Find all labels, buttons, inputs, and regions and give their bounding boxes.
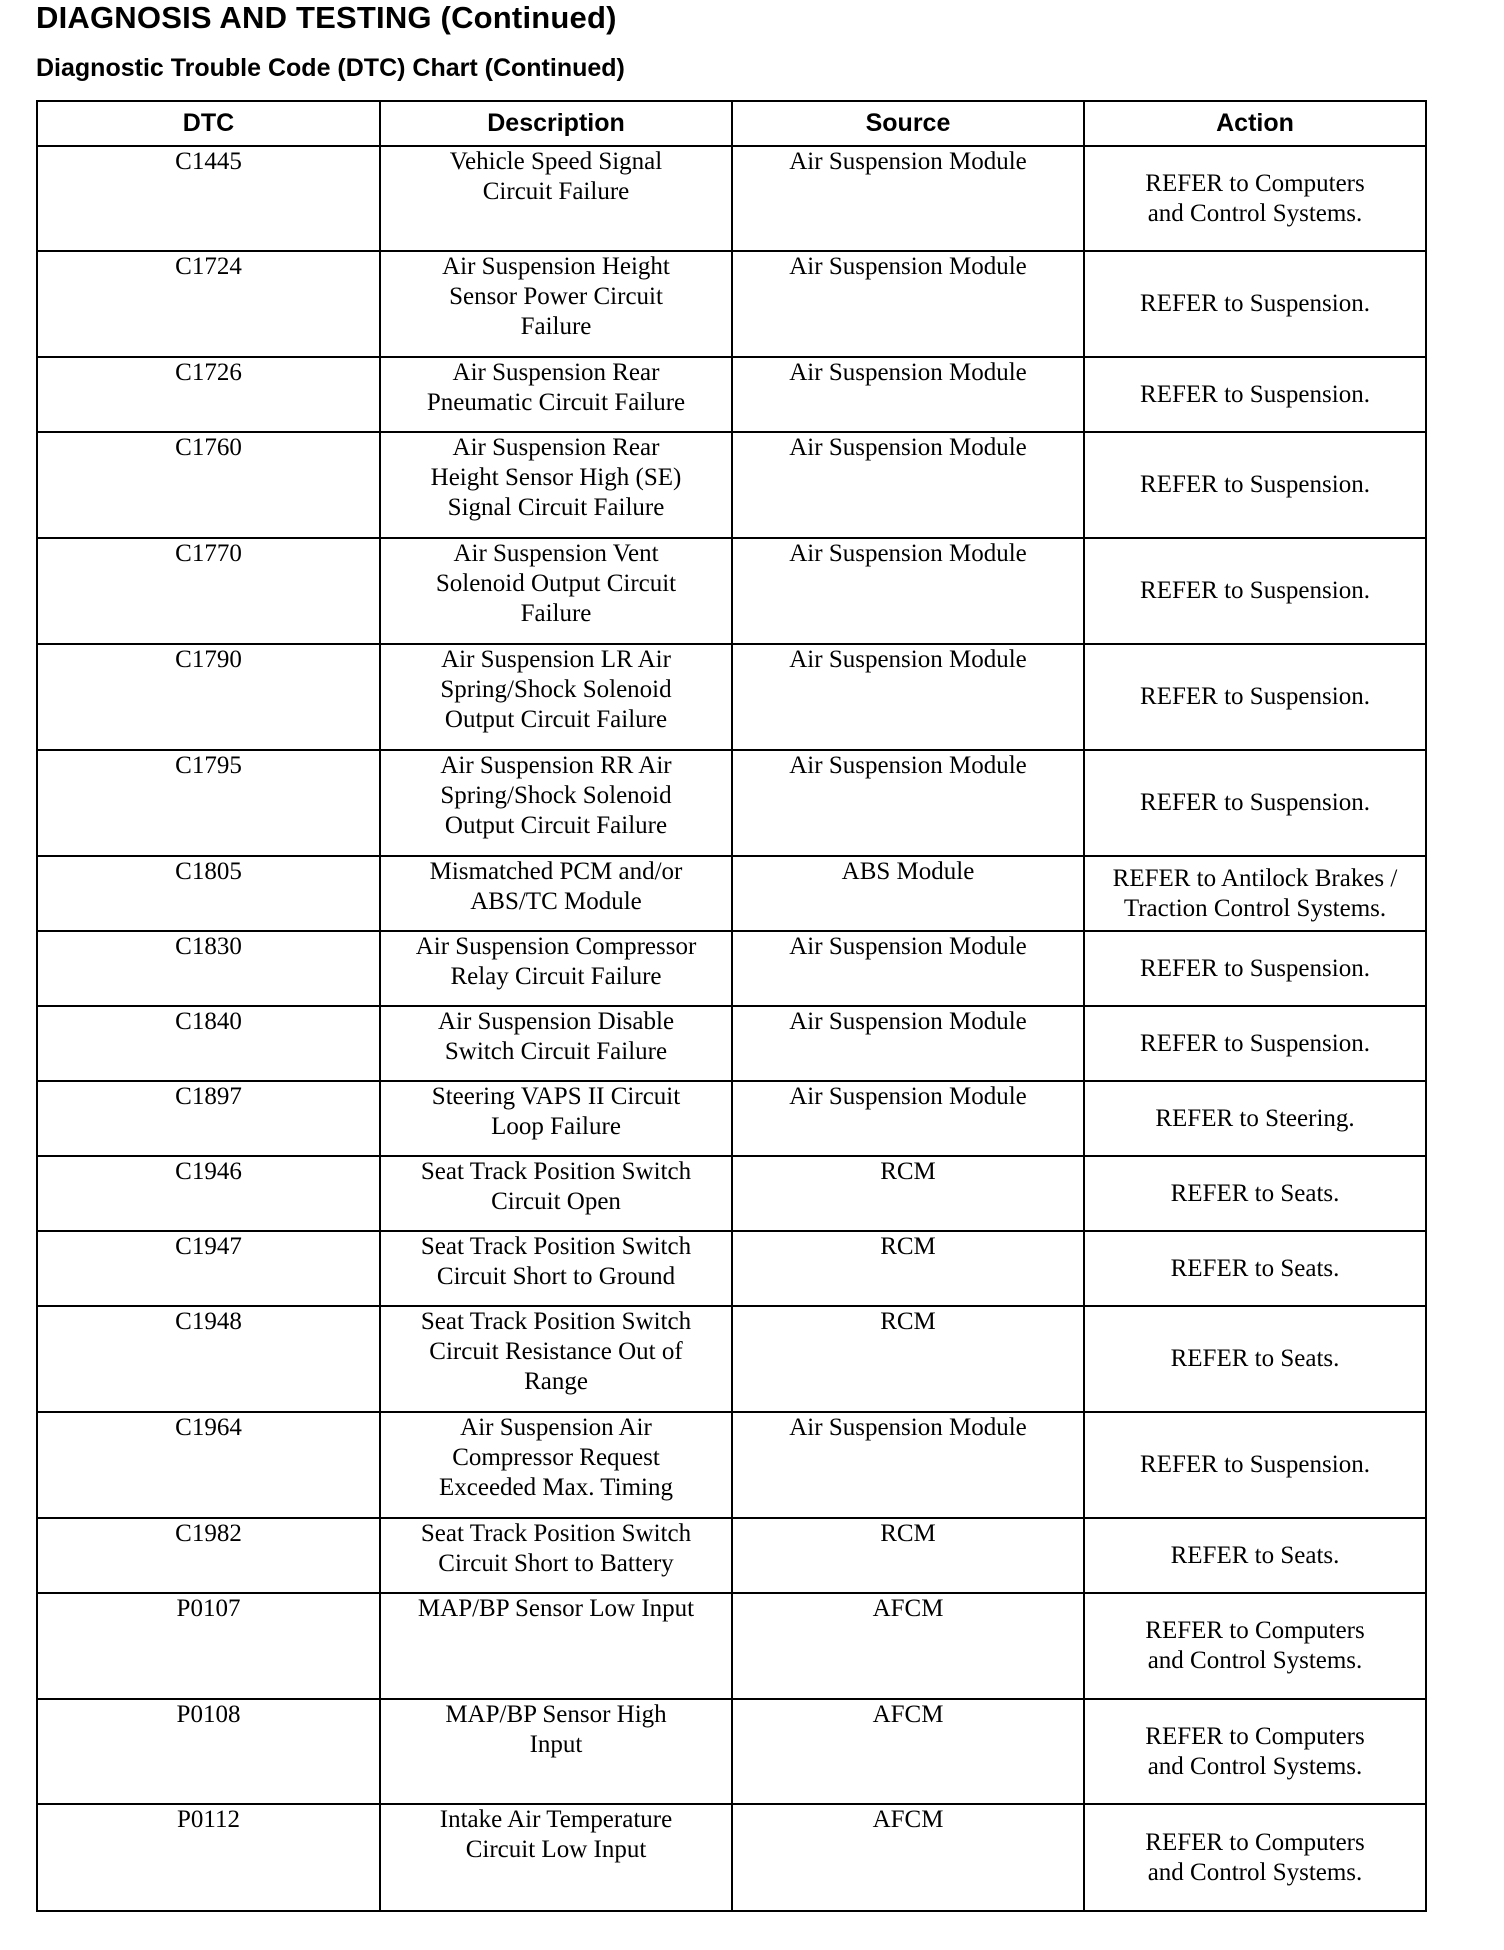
dtc-code-cell-text: C1805 bbox=[175, 858, 242, 885]
dtc-code-cell-text: C1947 bbox=[175, 1233, 242, 1260]
description-cell bbox=[380, 1006, 732, 1081]
description-cell-text: Air Suspension Rear Height Sensor High (SE) Signal Circuit Failure bbox=[430, 434, 682, 521]
table-row bbox=[37, 1804, 1426, 1911]
dtc-code-cell bbox=[37, 432, 380, 538]
action-cell bbox=[1084, 1231, 1426, 1306]
description-cell-text: Seat Track Position Switch Circuit Short to Ground bbox=[420, 1233, 692, 1290]
description-cell-text: MAP/BP Sensor High Input bbox=[445, 1701, 667, 1758]
action-cell bbox=[1084, 644, 1426, 750]
action-cell-text: REFER to Suspension. bbox=[1140, 290, 1370, 317]
dtc-code-cell-text: C1445 bbox=[175, 148, 242, 175]
description-cell bbox=[380, 1518, 732, 1593]
description-cell-text: MAP/BP Sensor Low Input bbox=[417, 1595, 695, 1622]
source-cell bbox=[732, 1156, 1084, 1231]
action-cell-text: REFER to Seats. bbox=[1170, 1541, 1340, 1569]
dtc-code-cell bbox=[37, 1006, 380, 1081]
description-cell-text: Vehicle Speed Signal Circuit Failure bbox=[449, 148, 663, 205]
description-cell-text: Seat Track Position Switch Circuit Short to Battery bbox=[420, 1520, 692, 1577]
description-cell bbox=[380, 432, 732, 538]
action-cell bbox=[1084, 1412, 1426, 1518]
action-cell-text: REFER to Suspension. bbox=[1140, 471, 1370, 498]
action-cell bbox=[1084, 1306, 1426, 1412]
dtc-code-cell-text: C1790 bbox=[175, 646, 242, 673]
table-row bbox=[37, 1306, 1426, 1412]
source-cell bbox=[732, 146, 1084, 251]
description-cell-text: Air Suspension Compressor Relay Circuit Failure bbox=[415, 933, 697, 990]
action-cell bbox=[1084, 1593, 1426, 1699]
action-cell bbox=[1084, 251, 1426, 357]
source-cell-text: Air Suspension Module bbox=[789, 1414, 1027, 1441]
description-cell bbox=[380, 146, 732, 251]
action-cell-text: REFER to Suspension. bbox=[1140, 577, 1370, 604]
action-cell bbox=[1084, 1006, 1426, 1081]
dtc-code-cell bbox=[37, 1156, 380, 1231]
dtc-code-cell-text: C1795 bbox=[175, 752, 242, 779]
table-row bbox=[37, 146, 1426, 251]
table-header-row bbox=[37, 101, 1426, 146]
action-cell bbox=[1084, 1518, 1426, 1593]
description-cell-text: Air Suspension Disable Switch Circuit Failure bbox=[437, 1008, 675, 1065]
action-cell-text: REFER to Suspension. bbox=[1140, 789, 1370, 816]
description-cell bbox=[380, 1412, 732, 1518]
source-cell-text: Air Suspension Module bbox=[789, 540, 1027, 567]
description-cell-text: Air Suspension Height Sensor Power Circuit Failure bbox=[442, 253, 670, 340]
source-cell-text: Air Suspension Module bbox=[789, 752, 1027, 779]
description-cell bbox=[380, 357, 732, 432]
description-cell-text: Air Suspension Rear Pneumatic Circuit Failure bbox=[426, 359, 686, 416]
page-title: DIAGNOSIS AND TESTING (Continued) bbox=[36, 0, 617, 35]
description-cell bbox=[380, 856, 732, 931]
table-row bbox=[37, 251, 1426, 357]
description-cell bbox=[380, 538, 732, 644]
source-cell-text: Air Suspension Module bbox=[789, 434, 1027, 461]
source-cell bbox=[732, 644, 1084, 750]
source-cell bbox=[732, 856, 1084, 931]
source-cell-text: RCM bbox=[880, 1308, 936, 1335]
action-cell bbox=[1084, 432, 1426, 538]
table-row bbox=[37, 1518, 1426, 1593]
dtc-code-cell-text: C1726 bbox=[175, 359, 242, 386]
action-cell-text: REFER to Suspension. bbox=[1140, 380, 1370, 408]
dtc-code-cell bbox=[37, 1518, 380, 1593]
dtc-code-cell bbox=[37, 538, 380, 644]
action-cell bbox=[1084, 931, 1426, 1006]
action-cell-text: REFER to Computers and Control Systems. bbox=[1145, 169, 1365, 227]
source-cell bbox=[732, 251, 1084, 357]
description-cell-text: Seat Track Position Switch Circuit Open bbox=[420, 1158, 692, 1215]
dtc-code-cell-text: C1897 bbox=[175, 1083, 242, 1110]
table-row bbox=[37, 1006, 1426, 1081]
action-cell-text: REFER to Computers and Control Systems. bbox=[1145, 1722, 1365, 1780]
description-cell bbox=[380, 1231, 732, 1306]
source-cell-text: RCM bbox=[880, 1233, 936, 1260]
dtc-code-cell bbox=[37, 1306, 380, 1412]
dtc-code-cell-text: P0112 bbox=[177, 1806, 240, 1833]
source-cell-text: RCM bbox=[880, 1520, 936, 1547]
action-cell-text: REFER to Seats. bbox=[1170, 1179, 1340, 1207]
dtc-code-cell bbox=[37, 251, 380, 357]
table-row bbox=[37, 1412, 1426, 1518]
source-cell bbox=[732, 1518, 1084, 1593]
description-cell-text: Air Suspension RR Air Spring/Shock Solenoid Output Circuit Failure bbox=[440, 752, 672, 839]
dtc-table bbox=[36, 100, 1427, 1912]
table-row bbox=[37, 1699, 1426, 1804]
action-cell-text: REFER to Suspension. bbox=[1140, 1029, 1370, 1057]
description-cell bbox=[380, 931, 732, 1006]
dtc-code-cell bbox=[37, 1081, 380, 1156]
action-cell-text: REFER to Seats. bbox=[1170, 1254, 1340, 1282]
dtc-code-cell bbox=[37, 1412, 380, 1518]
table-row bbox=[37, 931, 1426, 1006]
description-cell bbox=[380, 750, 732, 856]
description-cell-text: Intake Air Temperature Circuit Low Input bbox=[439, 1806, 673, 1863]
action-cell bbox=[1084, 146, 1426, 251]
dtc-code-cell bbox=[37, 357, 380, 432]
description-cell bbox=[380, 644, 732, 750]
action-cell-text: REFER to Suspension. bbox=[1140, 1451, 1370, 1478]
source-cell-text: Air Suspension Module bbox=[789, 646, 1027, 673]
description-cell bbox=[380, 1804, 732, 1911]
action-cell bbox=[1084, 1804, 1426, 1911]
source-cell-text: Air Suspension Module bbox=[789, 359, 1027, 386]
description-cell bbox=[380, 1081, 732, 1156]
table-row bbox=[37, 357, 1426, 432]
dtc-code-cell-text: C1760 bbox=[175, 434, 242, 461]
source-cell-text: ABS Module bbox=[841, 858, 975, 885]
table-row bbox=[37, 1593, 1426, 1699]
dtc-code-cell-text: P0107 bbox=[176, 1595, 241, 1622]
source-cell-text: Air Suspension Module bbox=[789, 253, 1027, 280]
description-cell bbox=[380, 1593, 732, 1699]
description-cell-text: Air Suspension LR Air Spring/Shock Solenoid Output Circuit Failure bbox=[440, 646, 672, 733]
header-source: Source bbox=[732, 101, 1084, 146]
action-cell-text: REFER to Computers and Control Systems. bbox=[1145, 1828, 1365, 1886]
action-cell bbox=[1084, 1156, 1426, 1231]
description-cell bbox=[380, 1156, 732, 1231]
dtc-code-cell-text: C1946 bbox=[175, 1158, 242, 1185]
source-cell bbox=[732, 1006, 1084, 1081]
table-row bbox=[37, 856, 1426, 931]
action-cell bbox=[1084, 856, 1426, 931]
dtc-code-cell-text: C1964 bbox=[175, 1414, 242, 1441]
table-row bbox=[37, 1081, 1426, 1156]
table-row bbox=[37, 538, 1426, 644]
dtc-code-cell-text: C1948 bbox=[175, 1308, 242, 1335]
source-cell-text: Air Suspension Module bbox=[789, 1008, 1027, 1035]
source-cell bbox=[732, 1231, 1084, 1306]
table-row bbox=[37, 1231, 1426, 1306]
source-cell bbox=[732, 357, 1084, 432]
description-cell bbox=[380, 251, 732, 357]
table-body bbox=[37, 146, 1426, 1911]
header-description: Description bbox=[380, 101, 732, 146]
source-cell-text: AFCM bbox=[872, 1595, 944, 1622]
description-cell-text: Air Suspension Vent Solenoid Output Circuit Failure bbox=[435, 540, 677, 627]
dtc-code-cell bbox=[37, 1593, 380, 1699]
action-cell-text: REFER to Seats. bbox=[1170, 1345, 1340, 1372]
source-cell-text: Air Suspension Module bbox=[789, 933, 1027, 960]
source-cell bbox=[732, 750, 1084, 856]
dtc-code-cell-text: C1982 bbox=[175, 1520, 242, 1547]
dtc-code-cell-text: P0108 bbox=[176, 1701, 241, 1728]
source-cell bbox=[732, 432, 1084, 538]
dtc-code-cell-text: C1830 bbox=[175, 933, 242, 960]
source-cell bbox=[732, 931, 1084, 1006]
table-row bbox=[37, 432, 1426, 538]
description-cell bbox=[380, 1306, 732, 1412]
dtc-code-cell bbox=[37, 644, 380, 750]
table-row bbox=[37, 1156, 1426, 1231]
action-cell-text: REFER to Computers and Control Systems. bbox=[1145, 1617, 1365, 1674]
description-cell-text: Seat Track Position Switch Circuit Resistance Out of Range bbox=[420, 1308, 692, 1395]
source-cell bbox=[732, 1804, 1084, 1911]
dtc-code-cell bbox=[37, 1699, 380, 1804]
source-cell bbox=[732, 1081, 1084, 1156]
source-cell-text: Air Suspension Module bbox=[789, 1083, 1027, 1110]
header-action: Action bbox=[1084, 101, 1426, 146]
dtc-code-cell bbox=[37, 931, 380, 1006]
description-cell-text: Mismatched PCM and/or ABS/TC Module bbox=[429, 858, 683, 915]
action-cell bbox=[1084, 357, 1426, 432]
source-cell-text: AFCM bbox=[872, 1701, 944, 1728]
dtc-code-cell-text: C1770 bbox=[175, 540, 242, 567]
action-cell bbox=[1084, 1699, 1426, 1804]
description-cell-text: Steering VAPS II Circuit Loop Failure bbox=[431, 1083, 681, 1140]
source-cell-text: AFCM bbox=[872, 1806, 944, 1833]
action-cell bbox=[1084, 750, 1426, 856]
dtc-code-cell bbox=[37, 146, 380, 251]
header-dtc: DTC bbox=[37, 101, 380, 146]
dtc-code-cell-text: C1840 bbox=[175, 1008, 242, 1035]
action-cell bbox=[1084, 1081, 1426, 1156]
source-cell-text: RCM bbox=[880, 1158, 936, 1185]
dtc-code-cell bbox=[37, 856, 380, 931]
source-cell-text: Air Suspension Module bbox=[789, 148, 1027, 175]
table-row bbox=[37, 750, 1426, 856]
source-cell bbox=[732, 538, 1084, 644]
action-cell-text: REFER to Steering. bbox=[1155, 1104, 1355, 1132]
dtc-code-cell bbox=[37, 1804, 380, 1911]
source-cell bbox=[732, 1412, 1084, 1518]
dtc-code-cell bbox=[37, 750, 380, 856]
description-cell-text: Air Suspension Air Compressor Request Exceeded Max. Timing bbox=[438, 1414, 673, 1501]
source-cell bbox=[732, 1306, 1084, 1412]
description-cell bbox=[380, 1699, 732, 1804]
table-title: Diagnostic Trouble Code (DTC) Chart (Continued) bbox=[36, 54, 625, 82]
action-cell bbox=[1084, 538, 1426, 644]
action-cell-text: REFER to Suspension. bbox=[1140, 954, 1370, 982]
dtc-code-cell-text: C1724 bbox=[175, 253, 242, 280]
dtc-code-cell bbox=[37, 1231, 380, 1306]
table-row bbox=[37, 644, 1426, 750]
action-cell-text: REFER to Antilock Brakes / Traction Control Systems. bbox=[1112, 864, 1398, 922]
source-cell bbox=[732, 1699, 1084, 1804]
action-cell-text: REFER to Suspension. bbox=[1140, 683, 1370, 710]
source-cell bbox=[732, 1593, 1084, 1699]
